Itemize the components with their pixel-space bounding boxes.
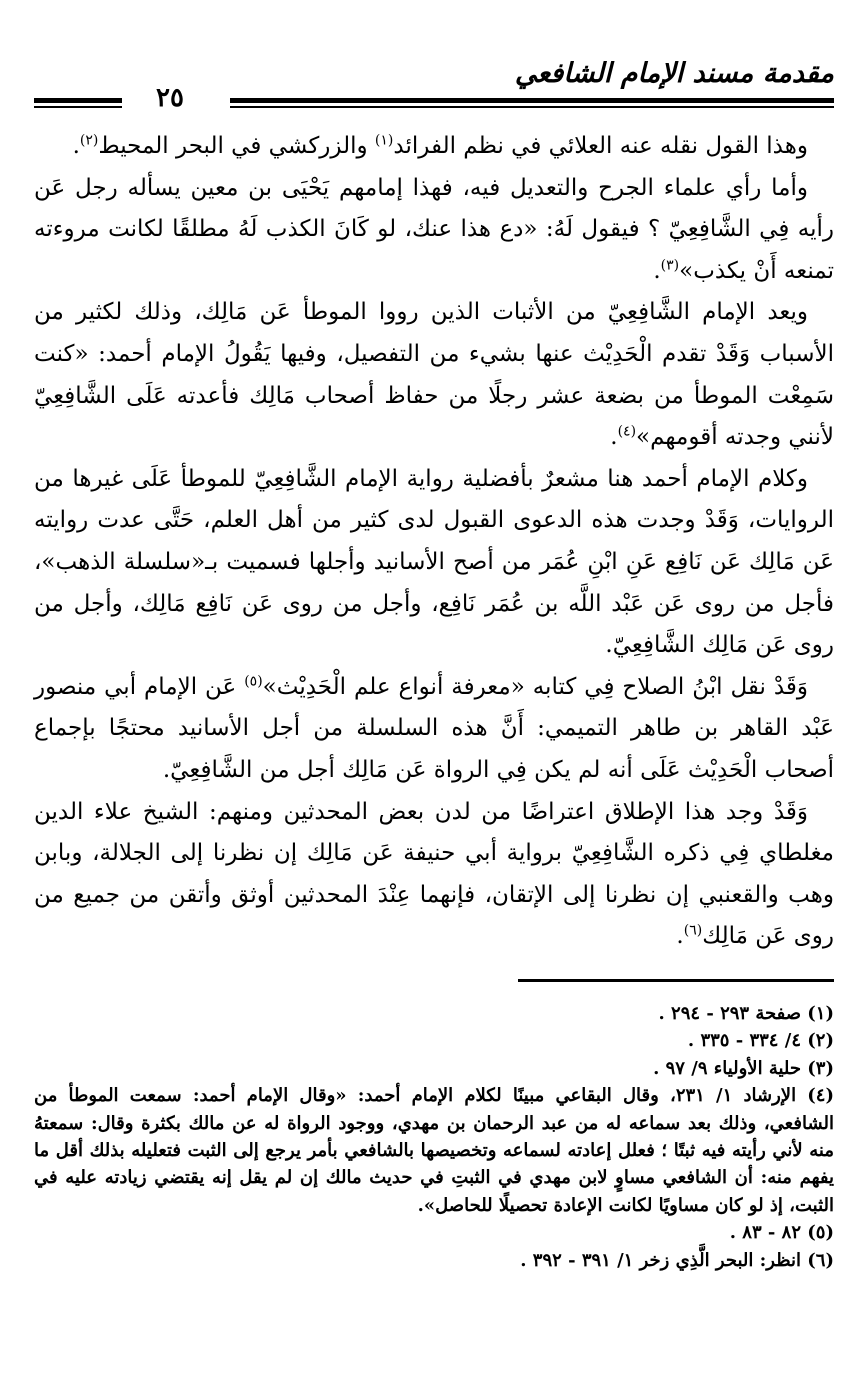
main-text — [34, 126, 834, 958]
paragraph-4: وكلام الإمام أحمد هنا مشعرٌ بأفضلية رواية الإمام الشَّافِعِيّ للموطأ عَلَى غيرها من الروايات، وَقَدْ وجدت هذه الدعوى القبول لدى كثير من أهل العلم، حَتَّى عدت روايته عَن مَالِك عَن نَافِع عَنِ ابْنِ عُمَر من أصح الأسانيد وأجلها فسميت بـ«سلسلة الذهب»، فأجل من روى عَن عَبْد اللَّه بن عُمَر نَافِع، وأجل من روى عَن نَافِع مَالِك، وأجل من روى عَن مَالِك الشَّافِعِيّ. — [34, 465, 834, 659]
footnote-ref-4: (٤) — [617, 423, 637, 440]
text-run: . — [72, 133, 80, 159]
paragraph-3 — [34, 292, 834, 458]
text-run: والزركشي في البحر المحيط — [98, 133, 375, 159]
text-run: وهذا القول نقله عنه العلائي في نظم الفرائد — [393, 133, 808, 159]
footnotes — [34, 1000, 834, 1274]
paragraph-1 — [34, 126, 834, 168]
footnote-ref-3: (٣) — [660, 257, 680, 274]
footnote-ref-5: (٥) — [244, 673, 263, 690]
header-rule — [230, 98, 834, 103]
paragraph-2 — [34, 168, 834, 293]
footnote-2: (٢) ٤/ ٣٣٤ - ٣٣٥ . — [687, 1030, 834, 1052]
footnote-5: (٥) ٨٢ - ٨٣ . — [729, 1222, 834, 1244]
text-run: وَقَدْ نقل ابْنُ الصلاح فِي كتابه «معرفة أنواع علم الْحَدِيْث» — [262, 673, 809, 700]
header-rule-thin — [230, 106, 834, 108]
footnote-ref-1: (١) — [374, 132, 394, 149]
text-run: عَن الإمام أبي منصور عَبْد القاهر بن طاهر التميمي: أَنَّ هذه السلسلة من أجل الأسانيد محتجًا بإجماع أصحاب الْحَدِيْث عَلَى أنه لم يكن فِي الرواة عَن مَالِك أجل من الشَّافِعِيّ. — [34, 673, 834, 783]
page-number: ٢٥ — [156, 83, 184, 113]
footnote-4: (٤) الإرشاد ١/ ٢٣١، وقال البقاعي مبينًا لكلام الإمام أحمد: «وقال الإمام أحمد: سمعت الموطأ من الشافعي، وذلك بعد سماعه له من عبد الرحمان بن مهدي، ووجود الرواة له عن مالك بكثرة وقال: سمعتهُ منه لأني رأيته فيه ثبتًا ؛ فعلل إعادته لسماعه وتخصيصها بالشافعي بأمر يرجع إلى الثبت فتعليله بذلك أقل ما يفهم منه: أن الشافعي مساوٍ لابن مهدي في الثبتِ في حديث مالك إن لم يقل إنه يقتضي زيادته عليه في الثبت، إذ لو كان مساويًا لكانت الإعادة تحصيلًا للحاصل». — [34, 1085, 834, 1216]
page-header — [34, 54, 834, 113]
footnote-1: (١) صفحة ٢٩٣ - ٢٩٤ . — [658, 1003, 834, 1024]
running-title: مقدمة مسند الإمام الشافعي — [514, 58, 834, 89]
text-run: . — [610, 424, 618, 451]
text-run: وَقَدْ وجد هذا الإطلاق اعتراضًا من لدن بعض المحدثين ومنهم: الشيخ علاء الدين مغلطاي فِي ذكره الشَّافِعِيّ برواية أبي حنيفة عَن مَالِك إن نظرنا إلى الجلالة، وبابن وهب والقعنبي إن نظرنا إلى الإتقان، فإنهما عِنْدَ المحدثين أوثق وأتقن من جميع من روى عَن مَالِك — [34, 798, 834, 950]
footnote-separator — [518, 979, 834, 982]
text-run: وأما رأي علماء الجرح والتعديل فيه، فهذا إمامهم يَحْيَى بن معين يسأله رجل عَن رأيه فِي الشَّافِعِيّ ؟ فيقول لَهُ: «دع هذا عنك، لو كَانَ الكذب لَهُ مطلقًا لكانت مروءته تمنعه أَنْ يكذب» — [34, 174, 834, 284]
paragraph-6 — [34, 792, 834, 958]
text-run: . — [653, 257, 661, 284]
footnote-ref-2: (٢) — [79, 132, 99, 149]
header-rule-left-thin — [34, 106, 122, 108]
text-run: ويعد الإمام الشَّافِعِيّ من الأثبات الذين رووا الموطأ عَن مَالِك، وذلك لكثير من الأسباب وَقَدْ تقدم الْحَدِيْث عنها بشيء من التفصيل، وفيها يَقُولُ الإمام أحمد: «كنت سَمِعْت الموطأ من بضعة عشر رجلًا من حفاظ أصحاب مَالِك فأعدته عَلَى الشَّافِعِيّ لأنني وجدته أقومهم» — [34, 299, 834, 451]
footnote-3: (٣) حلية الأولياء ٩/ ٩٧ . — [653, 1057, 834, 1079]
paragraph-5 — [34, 667, 834, 792]
header-rule-left — [34, 98, 122, 103]
footnote-ref-6: (٦) — [683, 922, 703, 939]
text-run: . — [676, 923, 684, 950]
footnote-6: (٦) انظر: البحر الَّذِي زخر ١/ ٣٩١ - ٣٩٢ . — [520, 1249, 834, 1271]
